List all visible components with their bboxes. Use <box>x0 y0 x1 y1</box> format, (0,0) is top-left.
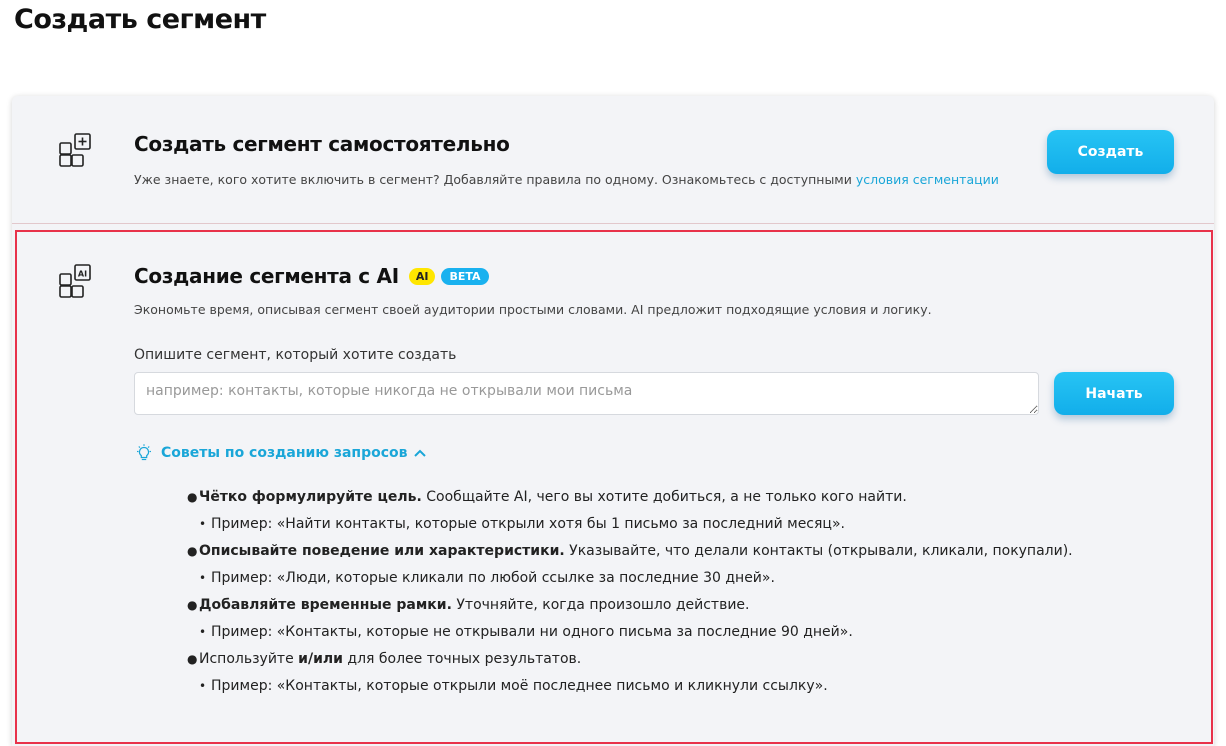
tip-example: • Пример: «Найти контакты, которые открыли хотя бы 1 письмо за последний месяц». <box>187 511 1187 538</box>
tip-text: Указывайте, что делали контакты (открывали, кликали, покупали). <box>564 543 1073 559</box>
start-button[interactable]: Начать <box>1054 372 1174 415</box>
tip-example-text: Пример: «Контакты, которые не открывали ни одного письма за последние 90 дней». <box>211 624 853 640</box>
tip-text: Сообщайте AI, чего вы хотите добиться, а не только кого найти. <box>421 489 907 505</box>
manual-segment-description <box>134 172 999 187</box>
tip-example-text: Пример: «Люди, которые кликали по любой ссылке за последние 30 дней». <box>211 570 775 586</box>
tip-example: • Пример: «Контакты, которые открыли моё последнее письмо и кликнули ссылку». <box>187 673 1187 700</box>
create-button[interactable]: Создать <box>1047 130 1174 174</box>
tip-text-post: для более точных результатов. <box>342 651 582 667</box>
tips-toggle-label: Советы по созданию запросов <box>161 445 408 461</box>
tip-example-text: Пример: «Контакты, которые открыли моё последнее письмо и кликнули ссылку». <box>211 678 828 694</box>
segment-description-label: Опишите сегмент, который хотите создать <box>134 347 457 363</box>
tip-example: • Пример: «Контакты, которые не открывали ни одного письма за последние 90 дней». <box>187 619 1187 646</box>
tip-bold: Описывайте поведение или характеристики. <box>199 543 565 559</box>
ai-title-text: Создание сегмента с AI <box>134 264 399 288</box>
tip-item: ● Чётко формулируйте цель. Сообщайте AI, чего вы хотите добиться, а не только кого найти. <box>187 489 907 505</box>
grid-add-icon <box>58 133 94 169</box>
tip-text-pre: Используйте <box>199 651 299 667</box>
tip-example-text: Пример: «Найти контакты, которые открыли хотя бы 1 письмо за последний месяц». <box>211 516 845 532</box>
tip-item: ● Добавляйте временные рамки. Уточняйте, когда произошло действие. <box>187 597 750 613</box>
tip-bold: Добавляйте временные рамки. <box>199 597 452 613</box>
segmentation-conditions-link[interactable]: условия сегментации <box>855 172 999 187</box>
manual-segment-title: Создать сегмент самостоятельно <box>134 132 510 156</box>
tip-bold: Чётко формулируйте цель. <box>199 489 422 505</box>
svg-text:AI: AI <box>77 269 88 279</box>
tip-example: • Пример: «Люди, которые кликали по любой ссылке за последние 30 дней». <box>187 565 1187 592</box>
tip-item: ● Используйте и/или для более точных результатов. <box>187 651 582 667</box>
tip-item: ● Описывайте поведение или характеристики. Указывайте, что делали контакты (открывали, кликали, покупали). <box>187 543 1073 559</box>
tip-bold: и/или <box>298 651 343 667</box>
manual-segment-section <box>12 96 1214 224</box>
page-title: Создать сегмент <box>14 4 266 35</box>
ai-segment-description: Экономьте время, описывая сегмент своей аудитории простыми словами. AI предложит подходящие условия и логику. <box>134 302 932 317</box>
manual-description-text: Уже знаете, кого хотите включить в сегмент? Добавляйте правила по одному. Ознакомьтесь с доступными <box>134 172 856 187</box>
ai-section-highlight <box>15 230 1213 744</box>
beta-badge: BETA <box>441 268 488 285</box>
tip-text: Уточняйте, когда произошло действие. <box>451 597 750 613</box>
ai-badge: AI <box>409 268 436 285</box>
